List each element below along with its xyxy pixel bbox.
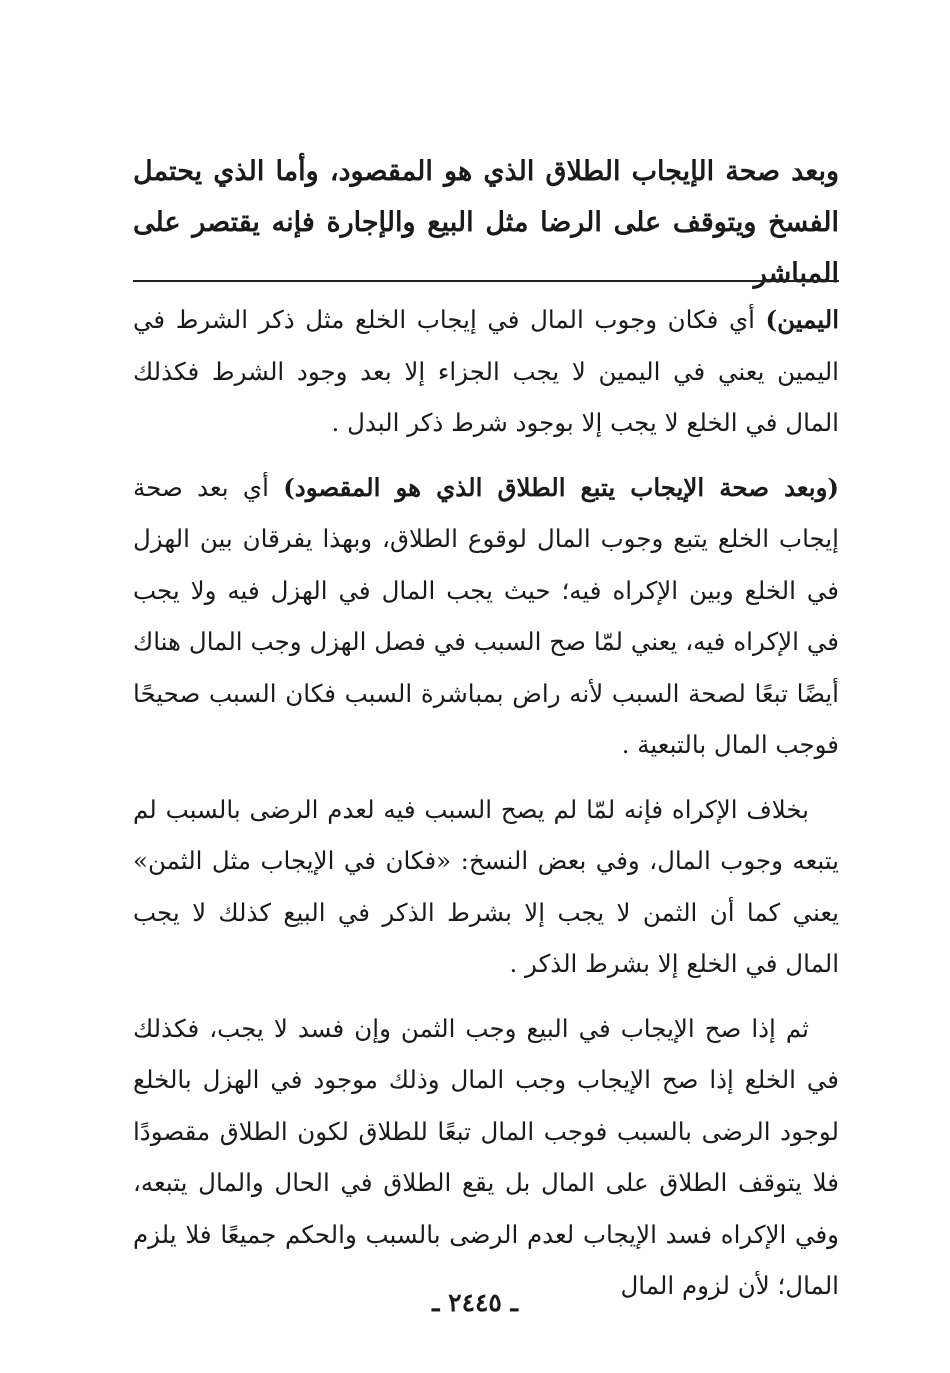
commentary-text-1: أي فكان وجوب المال في إيجاب الخلع مثل ذكر الشرط في اليمين يعني في اليمين لا يجب الجزاء إلا بعد وجود الشرط فكذلك المال في الخلع لا يجب إلا بوجود شرط ذكر البدل . xyxy=(133,305,839,437)
commentary-paragraph-4: ثم إذا صح الإيجاب في البيع وجب الثمن وإن فسد لا يجب، فكذلك في الخلع إذا صح الإيجاب وجب المال وذلك موجود في الهزل بالخلع لوجود الرضى بالسبب فوجب المال تبعًا للطلاق لكون الطلاق مقصودًا فلا يتوقف الطلاق على المال بل يقع الطلاق في الحال والمال يتبعه، وفي الإكراه فسد الإيجاب لعدم الرضى بالسبب والحكم جميعًا فلا يلزم المال؛ لأن لزوم المال xyxy=(133,1013,839,1300)
commentary-text-2: أي بعد صحة إيجاب الخلع يتبع وجوب المال لوقوع الطلاق، وبهذا يفرقان بين الهزل في الخلع وبين الإكراه فيه؛ حيث يجب المال في الهزل فيه ولا يجب في الإكراه فيه، يعني لمّا صح السبب في فصل الهزل وجب المال هناك أيضًا تبعًا لصحة السبب لأنه راض بمباشرة السبب فكان السبب صحيحًا فوجب المال بالتبعية . xyxy=(133,472,839,759)
main-text xyxy=(133,146,839,299)
page-number: ـ ٢٤٤٥ ـ xyxy=(432,1288,518,1317)
commentary-paragraph-2 xyxy=(133,462,839,771)
commentary xyxy=(133,294,839,1325)
footnote-separator xyxy=(133,280,839,282)
lemma-1: اليمين) xyxy=(765,305,839,334)
lemma-2: (وبعد صحة الإيجاب يتبع الطلاق الذي هو المقصود) xyxy=(283,472,839,502)
commentary-paragraph-1 xyxy=(133,294,839,449)
commentary-paragraph-3: بخلاف الإكراه فإنه لمّا لم يصح السبب فيه لعدم الرضى بالسبب لم يتبعه وجوب المال، وفي بعض النسخ: «فكان في الإيجاب مثل الثمن» يعني كما أن الثمن لا يجب إلا بشرط الذكر في البيع كذلك لا يجب المال في الخلع إلا بشرط الذكر . xyxy=(133,794,839,978)
main-text-body: وبعد صحة الإيجاب الطلاق الذي هو المقصود، وأما الذي يحتمل الفسخ ويتوقف على الرضا مثل البيع والإجارة فإنه يقتصر على المباشر xyxy=(133,156,839,289)
